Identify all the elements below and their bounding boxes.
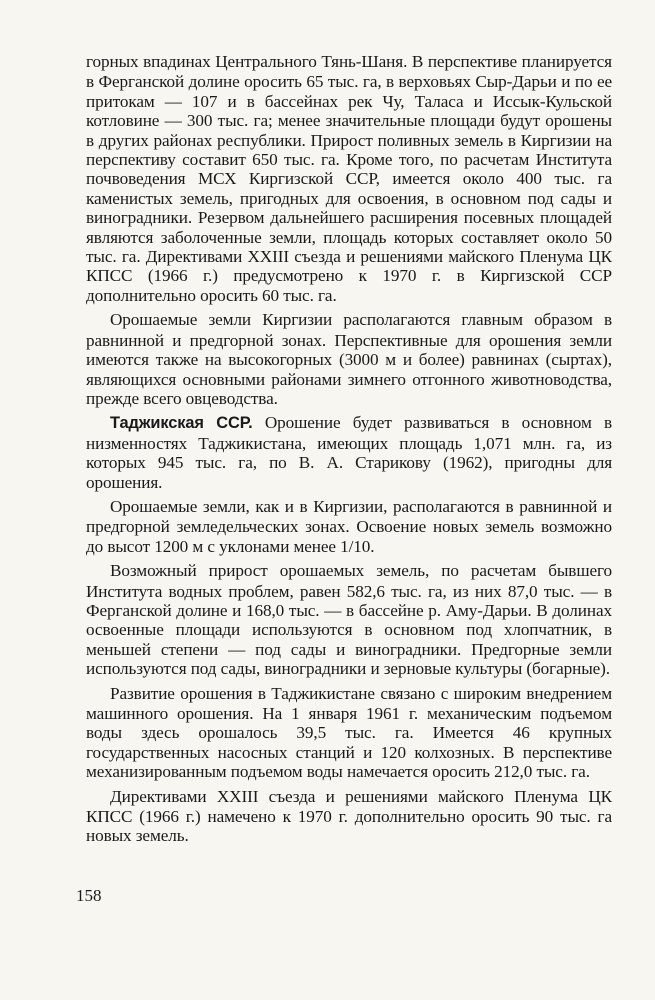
page-number: 158 (76, 886, 102, 905)
paragraph-text: Возможный прирост орошаемых земель, по расчетам бывшего Института водных проблем, равен 582,6 тыс. га, из них 87,0 тыс. — в Ферганской долине и 168,0 тыс. — в бассейне р. Аму-Дарьи. В долинах освоенные площади используются в основном под хлопчатник, в меньшей степени — под сады и виноградники. Предгорные земли используются под сады, виноградники и зерновые культуры (богарные). (86, 561, 612, 679)
paragraph (86, 787, 612, 846)
paragraph (86, 413, 612, 492)
paragraph-text: горных впадинах Центрального Тянь-Шаня. В перспективе планируется в Ферганской долине оросить 65 тыс. га, в верховьях Сыр-Дарьи и по ее притокам — 107 и в бассейнах рек Чу, Таласа и Иссык-Кульской котловине — 300 тыс. га; менее значительные площади будут орошены в других районах республики. Прирост поливных земель в Киргизии на перспективу составит 650 тыс. га. Кроме того, по расчетам Института почвоведения МСХ Киргизской ССР, имеется около 400 тыс. га каменистых земель, пригодных для освоения, в основном под сады и виноградники. Резервом дальнейшего расширения посевных площадей являются заболоченные земли, площадь которых составляет около 50 тыс. га. Директивами XXIII съезда и решениями майского Пленума ЦК КПСС (1966 г.) предусмотрено к 1970 г. в Киргизской ССР дополнительно оросить 60 тыс. га. (86, 52, 612, 305)
paragraph-text: Орошаемые земли Киргизии располагаются главным образом в равнинной и предгорной зонах. Перспективные для орошения земли имеются также на высокогорных (3000 м и более) равнинах (сыртах), являющихся основными районами зимнего отгонного животноводства, прежде всего овцеводства. (86, 310, 612, 408)
paragraph-text: Орошаемые земли, как и в Киргизии, располагаются в равнинной и предгорной земледельческих зонах. Освоение новых земель возможно до высот 1200 м с уклонами менее 1/10. (86, 496, 612, 556)
paragraph-text: Орошение будет развиваться в основном в низменностях Таджикистана, имеющих площадь 1,071 млн. га, из которых 945 тыс. га, по В. А. Старикову (1962), пригодны для орошения. (86, 413, 613, 492)
paragraph-text: Директивами XXIII съезда и решениями майского Пленума ЦК КПСС (1966 г.) намечено к 1970 г. дополнительно оросить 90 тыс. га новых земель. (86, 786, 612, 846)
paragraph (86, 52, 612, 305)
paragraph (86, 684, 612, 782)
body-text (86, 52, 612, 851)
paragraph-text: Развитие орошения в Таджикистане связано с широким внедрением машинного орошения. На 1 января 1961 г. механическим подъемом воды здесь орошалось 39,5 тыс. га. Имеется 46 крупных государственных насосных станций и 120 колхозных. В перспективе механизированным подъемом воды намечается оросить 212,0 тыс. га. (86, 683, 612, 782)
section-heading-tajik-ssr: Таджикская ССР. (110, 414, 253, 433)
paragraph (86, 561, 612, 678)
paragraph (86, 310, 612, 408)
paragraph (86, 497, 612, 556)
